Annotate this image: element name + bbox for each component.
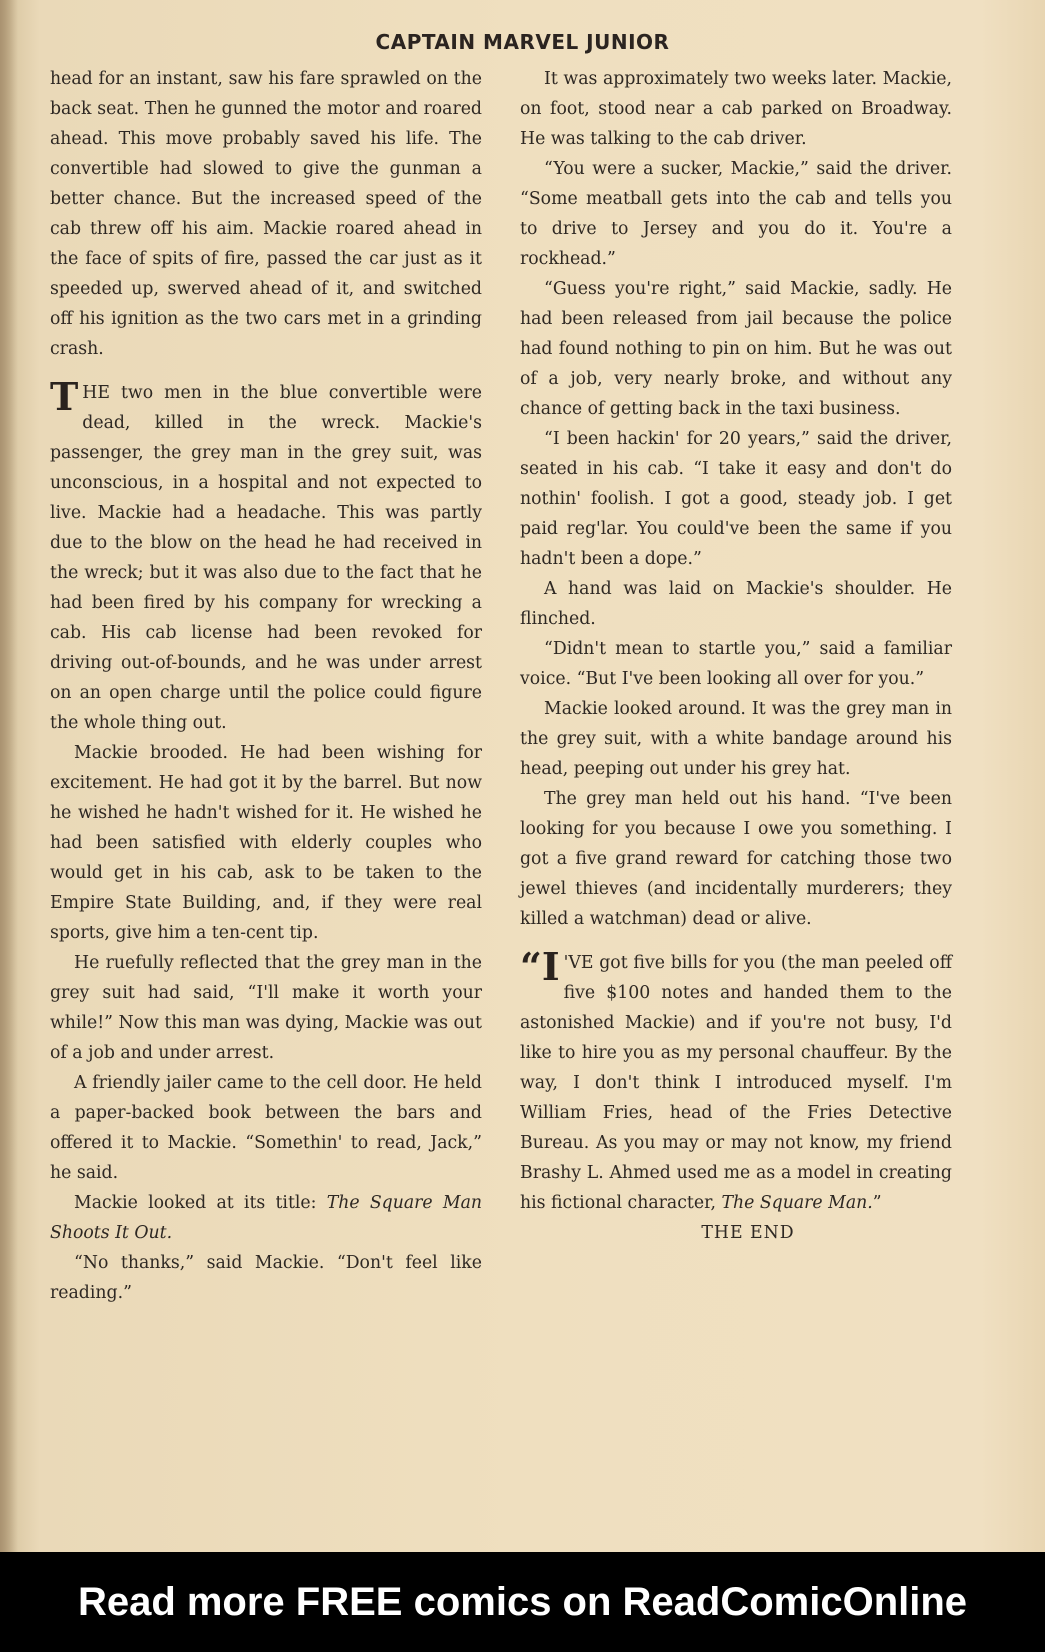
page-header-title: CAPTAIN MARVEL JUNIOR <box>375 30 670 54</box>
book-title: The Square Man Shoots It Out. <box>50 1193 483 1243</box>
paragraph: “I been hackin' for 20 years,” said the driver, seated in his cab. “I take it easy and don't do nothin' foolish. I got a good, steady job. I get paid reg'lar. You could've been the same if you hadn't been a dope.” <box>520 429 952 569</box>
drop-cap: “I <box>520 944 560 989</box>
promo-banner[interactable]: Read more FREE comics on ReadComicOnline <box>0 1552 1045 1652</box>
paragraph: “Didn't mean to startle you,” said a familiar voice. “But I've been looking all over for you.” <box>520 639 952 689</box>
paragraph <box>50 1188 482 1248</box>
paragraph: head for an instant, saw his fare sprawled on the back seat. Then he gunned the motor and roared ahead. This move probably saved his life. The convertible had slowed to give the gunman a better chance. But the increased speed of the cab threw off his aim. Mackie roared ahead in the face of spits of fire, passed the car just as it speeded up, swerved ahead of it, and switched off his ignition as the two cars met in a grinding crash. <box>50 69 482 359</box>
paragraph-text: 'VE got five bills for you (the man peeled off five $100 notes and handed them to the astonished Mackie) and if you're not busy, I'd like to hire you as my personal chauffeur. By the way, I don't think I introduced myself. I'm William Fries, head of the Fries Detective Bureau. As you may or may not know, my friend Brashy L. Ahmed used me as a model in creating his fictional character, <box>520 953 952 1213</box>
paragraph: It was approximately two weeks later. Mackie, on foot, stood near a cab parked on Broadway. He was talking to the cab driver. <box>520 69 952 149</box>
the-end-label: THE END <box>701 1223 795 1243</box>
paragraph: Mackie looked around. It was the grey man in the grey suit, with a white bandage around his head, peeping out under his grey hat. <box>520 699 952 779</box>
paragraph: He ruefully reflected that the grey man in the grey suit had said, “I'll make it worth your while!” Now this man was dying, Mackie was out of a job and under arrest. <box>50 953 482 1063</box>
paragraph: “You were a sucker, Mackie,” said the driver. “Some meatball gets into the cab and tells you to drive to Jersey and you do it. You're a rockhead.” <box>520 159 952 269</box>
paragraph: A hand was laid on Mackie's shoulder. He flinched. <box>520 579 952 629</box>
drop-cap: T <box>50 374 79 419</box>
right-text-column <box>520 64 952 1248</box>
paragraph-text: HE two men in the blue convertible were dead, killed in the wreck. Mackie's passenger, the grey man in the grey suit, was unconscious, in a hospital and not expected to live. Mackie had a headache. This was partly due to the blow on the head he had received in the wreck; but it was also due to the fact that he had been fired by his company for wrecking a cab. His cab license had been revoked for driving out-of-bounds, and he was under arrest on an open charge until the police could figure the whole thing out. <box>50 383 482 733</box>
left-text-column <box>50 64 482 1308</box>
paragraph-with-dropcap <box>520 944 952 1218</box>
character-title: The Square Man. <box>721 1193 873 1213</box>
paragraph: “No thanks,” said Mackie. “Don't feel like reading.” <box>50 1253 482 1303</box>
paragraph: “Guess you're right,” said Mackie, sadly. He had been released from jail because the police had found nothing to pin on him. But he was out of a job, very nearly broke, and without any chance of getting back in the taxi business. <box>520 279 952 419</box>
paragraph: Mackie brooded. He had been wishing for excitement. He had got it by the barrel. But now he wished he hadn't wished for it. He wished he had been satisfied with elderly couples who would get in his cab, ask to be taken to the Empire State Building, and, if they were real sports, give him a ten-cent tip. <box>50 743 482 943</box>
paragraph: A friendly jailer came to the cell door. He held a paper-backed book between the bars and offered it to Mackie. “Somethin' to read, Jack,” he said. <box>50 1073 482 1183</box>
paragraph-with-dropcap <box>50 374 482 738</box>
paragraph-text: Mackie looked at its title: <box>74 1193 327 1213</box>
closing-quote: ” <box>872 1193 882 1213</box>
paragraph: The grey man held out his hand. “I've been looking for you because I owe you something. I got a five grand reward for catching those two jewel thieves (and incidentally murderers; they killed a watchman) dead or alive. <box>520 789 952 929</box>
